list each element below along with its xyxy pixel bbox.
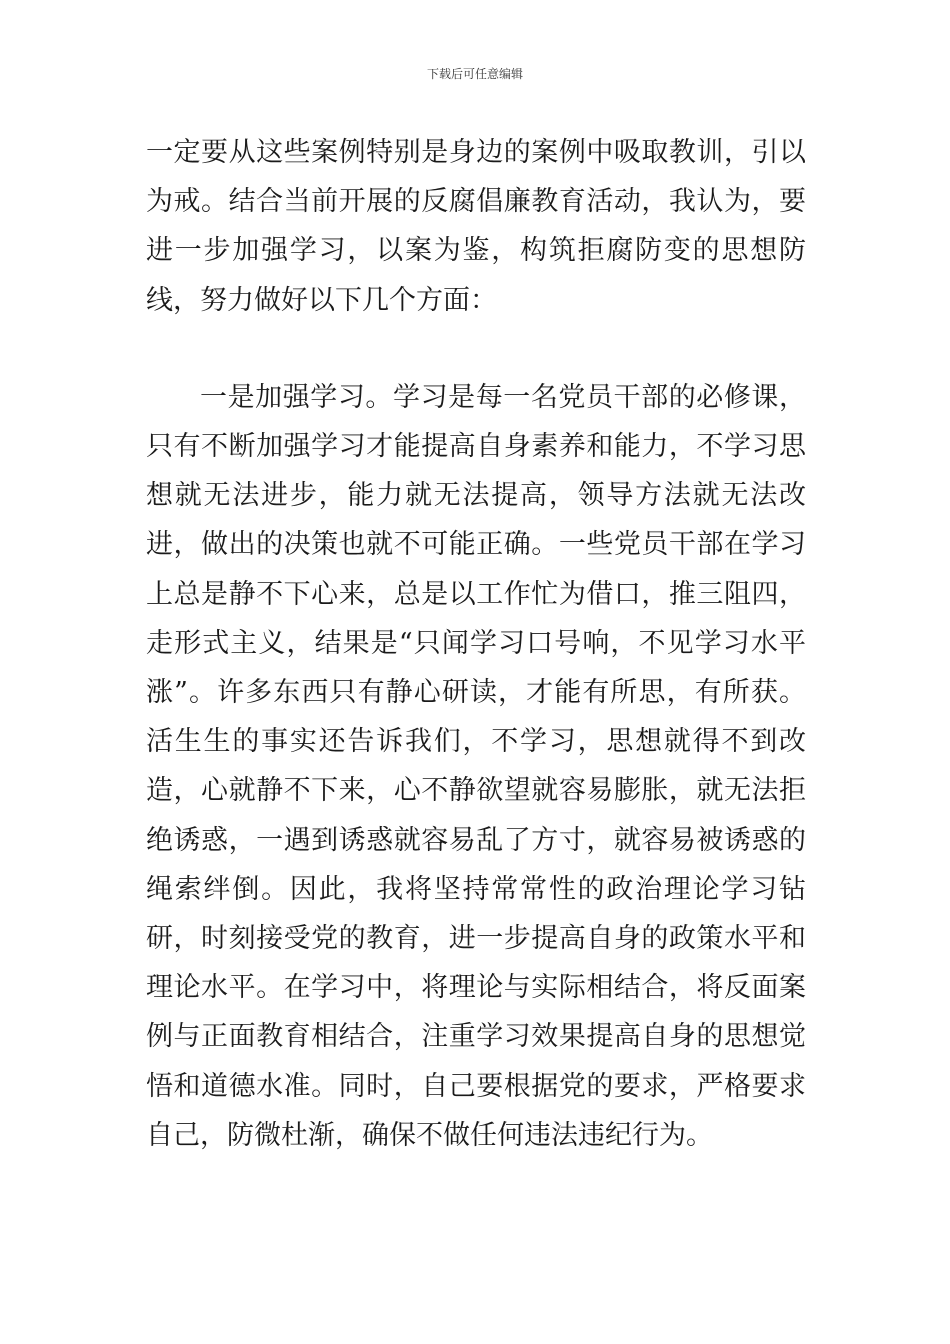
document-body bbox=[146, 128, 806, 1160]
paragraph-strengthen-study: 一是加强学习。学习是每一名党员干部的必修课，只有不断加强学习才能提高自身素养和能力，不学习思想就无法进步，能力就无法提高，领导方法就无法改进，做出的决策也就不可能正确。一些党员干部在学习上总是静不下心来，总是以工作忙为借口，推三阻四，走形式主义，结果是“只闻学习口号响，不见学习水平涨”。许多东西只有静心研读，才能有所思，有所获。活生生的事实还告诉我们，不学习，思想就得不到改造，心就静不下来，心不静欲望就容易膨胀，就无法拒绝诱惑，一遇到诱惑就容易乱了方寸，就容易被诱惑的绳索绊倒。因此，我将坚持常常性的政治理论学习钻研，时刻接受党的教育，进一步提高自身的政策水平和理论水平。在学习中，将理论与实际相结合，将反面案例与正面教育相结合，注重学习效果提高自身的思想觉悟和道德水准。同时，自己要根据党的要求，严格要求自己，防微杜渐，确保不做任何违法违纪行为。 bbox=[146, 381, 806, 1151]
page-header: 下载后可任意编辑 bbox=[426, 67, 523, 81]
paragraph-lessons-learned: 一定要从这些案例特别是身边的案例中吸取教训，引以为戒。结合当前开展的反腐倡廉教育活动，我认为，要进一步加强学习，以案为鉴，构筑拒腐防变的思想防线，努力做好以下几个方面： bbox=[146, 137, 806, 316]
